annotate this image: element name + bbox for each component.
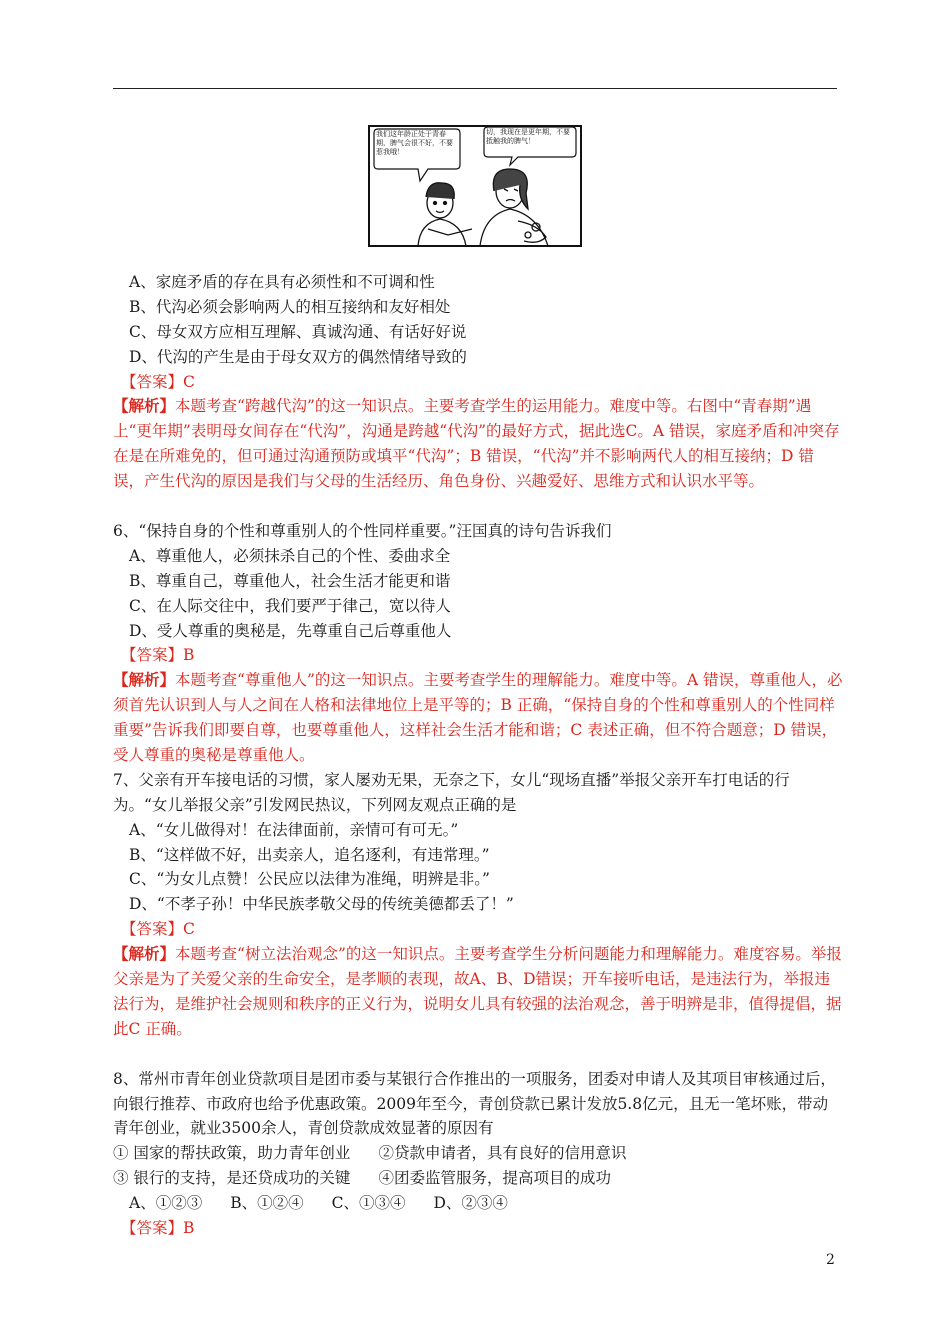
- q8-choice-a: A、①②③: [129, 1194, 203, 1213]
- q6-answer: 【答案】B: [121, 646, 195, 665]
- q5-option-a: A、家庭矛盾的存在具有必须性和不可调和性: [129, 273, 435, 291]
- q5-option-b: B、代沟必须会影响两人的相互接纳和友好相处: [129, 297, 451, 316]
- q8-item-3: ③ 银行的支持，是还贷成功的关键: [113, 1169, 351, 1188]
- q5-analysis: [113, 394, 843, 519]
- q7-stem: 7、父亲有开车接电话的习惯，家人屡劝无果，无奈之下，女儿“现场直播”举报父亲开车打电话的行为。“女儿举报父亲”引发网民热议，下列网友观点正确的是: [113, 770, 790, 814]
- q6-analysis: [113, 668, 843, 768]
- q8-stem: 8、常州市青年创业贷款项目是团市委与某银行合作推出的一项服务，团委对申请人及其项目审核通过后，向银行推荐、市政府也给予优惠政策。2009年至今，青创贷款已累计发放5.8亿元，且无一笔坏账，带动青年创业，就业3500余人，青创贷款成效显著的原因有: [113, 1069, 836, 1138]
- header-rule: [113, 88, 837, 89]
- q5-analysis-tag: 【解析】: [113, 396, 176, 416]
- q5-analysis-text: 本题考查“跨越代沟”的这一知识点。主要考查学生的运用能力。难度中等。右图中“青春期”遇上“更年期”表明母女间存在“代沟”，沟通是跨越“代沟”的最好方式，据此选C。A 错误，家庭矛盾和冲突存在是在所难免的，但可通过沟通预防或填平“代沟”；B 错误，“代沟”并不影响两代人的相互接纳；D 错误，产生代沟的原因是我们与父母的生活经历、角色身份、兴趣爱好、思维方式和认识水平等。: [113, 397, 840, 491]
- q6-analysis-text: 本题考查“尊重他人”的这一知识点。主要考查学生的理解能力。难度中等。A 错误，尊重他人，必须首先认识到人与人之间在人格和法律地位上是平等的；B 正确，“保持自身的个性和尊重别人的个性同样重要”告诉我们即要自尊，也要尊重他人，这样社会生活才能和谐；C 表述正确，但不符合题意；D 错误，受人尊重的奥秘是尊重他人。: [113, 671, 843, 765]
- q5-option-c: C、母女双方应相互理解、真诚沟通、有话好好说: [129, 322, 467, 341]
- q8-choices: [113, 1191, 843, 1216]
- cartoon-bubble-left: 我们这年龄正处于青春期，脾气会很不好，不要惹我哦！: [376, 130, 453, 156]
- q5-answer: 【答案】C: [121, 372, 195, 391]
- q8-choice-c: C、①③④: [331, 1194, 406, 1213]
- q5-option-d: D、代沟的产生是由于母女双方的偶然情绪导致的: [129, 347, 467, 366]
- q6-option-b: B、尊重自己，尊重他人，社会生活才能更和谐: [129, 571, 451, 590]
- cartoon-bubble-right: 切，我现在是更年期，不要抵触我的脾气！: [486, 128, 570, 145]
- q8-choice-b: B、①②④: [230, 1194, 304, 1213]
- q7-option-d: D、“不孝子孙！中华民族孝敬父母的传统美德都丢了！”: [129, 895, 514, 914]
- q7-analysis: [113, 942, 843, 1067]
- q8-answer: 【答案】B: [121, 1219, 195, 1237]
- q8-choice-d: D、②③④: [433, 1194, 508, 1213]
- q8-items-row-2: [113, 1166, 843, 1191]
- q7-option-a: A、“女儿做得对！在法律面前，亲情可有可无。”: [129, 820, 459, 839]
- q7-option-b: B、“这样做不好，出卖亲人，追名逐利，有违常理。”: [129, 845, 490, 864]
- q6-option-a: A、尊重他人，必须抹杀自己的个性、委曲求全: [129, 546, 451, 565]
- q8-item-2: ②贷款申请者，具有良好的信用意识: [378, 1144, 627, 1163]
- q6-option-d: D、受人尊重的奥秘是，先尊重自己后尊重他人: [129, 621, 452, 640]
- q6-analysis-tag: 【解析】: [113, 670, 176, 690]
- q6-stem: 6、“保持自身的个性和尊重别人的个性同样重要。”汪国真的诗句告诉我们: [113, 521, 612, 540]
- q8-items-row-1: [113, 1141, 843, 1166]
- q7-analysis-tag: 【解析】: [113, 944, 176, 964]
- q8-item-4: ④团委监管服务，提高项目的成功: [378, 1169, 611, 1188]
- q6-option-c: C、在人际交往中，我们要严于律己，宽以待人: [129, 596, 451, 615]
- q7-answer: 【答案】C: [121, 920, 195, 939]
- cartoon-illustration: [368, 125, 582, 247]
- q7-option-c: C、“为女儿点赞！公民应以法律为准绳，明辨是非。”: [129, 870, 490, 889]
- page-number: 2: [826, 1252, 835, 1268]
- q8-item-1: ① 国家的帮扶政策，助力青年创业: [113, 1144, 351, 1163]
- q7-analysis-text: 本题考查“树立法治观念”的这一知识点。主要考查学生分析问题能力和理解能力。难度容易。举报父亲是为了关爱父亲的生命安全，是孝顺的表现，故A、B、D错误；开车接听电话，是违法行为，举报违法行为，是维护社会规则和秩序的正义行为，说明女儿具有较强的法治观念，善于明辨是非，值得提倡，据此C 正确。: [113, 945, 842, 1038]
- question-content: [113, 270, 843, 1241]
